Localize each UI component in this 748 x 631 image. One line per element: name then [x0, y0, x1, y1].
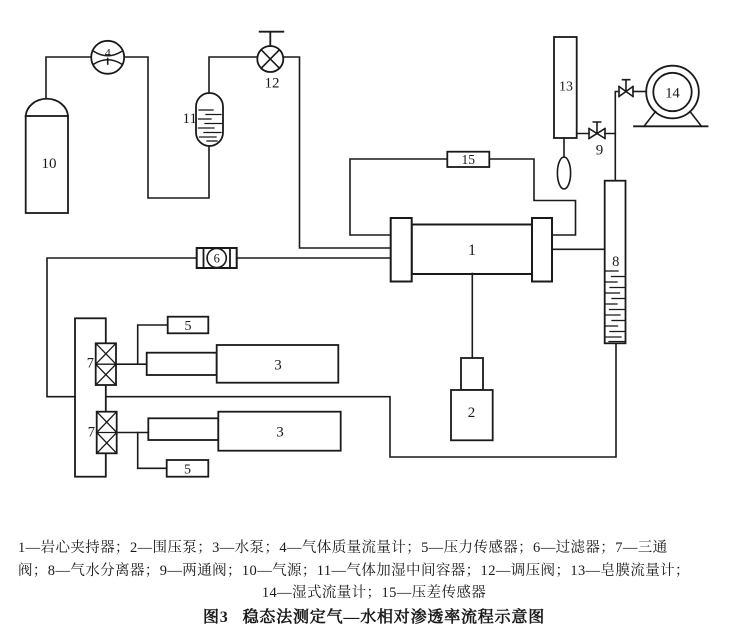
figure-caption — [18, 537, 730, 629]
confining-pressure-pump-2 — [451, 358, 493, 440]
separator-liquid-hatch — [606, 271, 625, 342]
water-pump-3-bottom — [148, 412, 340, 451]
filter-6 — [197, 248, 237, 268]
figure-number: 图3 — [202, 608, 229, 626]
core-holder-left-cap — [391, 218, 412, 282]
three-way-valve-7-bottom — [88, 412, 117, 454]
label-two-way-valve: 9 — [595, 142, 604, 159]
pipe-network — [46, 57, 646, 468]
legend-line-3: 14—湿式流量计；15—压差传感器 — [261, 585, 487, 601]
wet-meter-inlet-valve — [619, 80, 633, 97]
pressure-sensor-5-top — [168, 317, 209, 334]
pipe-gas-cylinder-to-meter — [46, 57, 91, 98]
wet-meter-left-leg — [644, 112, 656, 127]
label-three-way-valve-top: 7 — [86, 355, 94, 372]
label-pressure-sensor-bottom: 5 — [184, 462, 191, 478]
label-water-pump-top: 3 — [274, 357, 282, 374]
label-gas-cylinder: 10 — [41, 156, 57, 172]
pipe-to-sensor5-bottom — [138, 433, 167, 469]
pipe-separator-riser — [615, 92, 619, 181]
soap-film-meter-13 — [554, 37, 577, 189]
squeeze-bulb — [557, 157, 570, 189]
wet-meter-right-leg — [690, 112, 702, 127]
pipe-to-sensor5-top — [138, 325, 168, 364]
water-pump-3-top — [147, 345, 339, 383]
gas-cylinder-10 — [26, 99, 68, 213]
vessel-liquid-hatch — [199, 110, 222, 141]
gas-water-separator-8 — [605, 181, 626, 344]
humidifier-vessel-11 — [183, 93, 223, 146]
label-regulating-valve: 12 — [264, 75, 280, 92]
two-way-valve-9 — [589, 122, 605, 159]
gas-mass-flow-meter-4 — [91, 41, 124, 74]
valve-stem — [260, 32, 284, 46]
pump-piston — [147, 353, 217, 375]
figure-title: 稳态法测定气—水相对渗透率流程示意图 — [242, 608, 545, 626]
wet-flow-meter-14 — [634, 66, 708, 127]
label-pressure-sensor-top: 5 — [184, 319, 192, 334]
cylinder-dome — [26, 99, 68, 116]
label-humidifier: 11 — [182, 111, 197, 127]
three-way-valve-7-top — [87, 343, 116, 385]
label-confining-pump: 2 — [467, 405, 476, 421]
label-filter: 6 — [213, 251, 220, 266]
pipe-humidifier-to-valve12 — [209, 57, 257, 93]
label-gas-mass-flow-meter: 4 — [104, 45, 111, 60]
dp-sensor-15 — [447, 152, 489, 167]
label-three-way-valve-bottom: 7 — [87, 424, 95, 441]
figure-title-line — [18, 607, 730, 630]
pressure-sensor-5-bottom — [167, 460, 209, 478]
core-holder-1 — [391, 218, 552, 282]
legend-line-1: 1—岩心夹持器；2—围压泵；3—水泵；4—气体质量流量计；5—压力传感器；6—过滤器；7—三通 — [18, 540, 668, 556]
core-holder-right-cap — [532, 218, 552, 282]
pump-neck — [461, 358, 483, 390]
pipe-valve12-to-core-holder — [283, 57, 390, 248]
label-dp-sensor: 15 — [461, 152, 476, 167]
label-core-holder: 1 — [468, 242, 476, 259]
label-separator: 8 — [612, 254, 620, 270]
pressure-regulating-valve-12 — [257, 32, 283, 92]
label-wet-flow-meter: 14 — [665, 85, 680, 102]
pump-piston — [148, 418, 218, 440]
valve-cross — [261, 50, 279, 68]
label-soap-film-meter: 13 — [559, 79, 573, 95]
label-water-pump-bottom: 3 — [276, 424, 284, 441]
legend-line-2: 阀；8—气水分离器；9—两通阀；10—气源；11—气体加湿中间容器；12—调压阀；13—皂膜流量计； — [18, 562, 690, 579]
